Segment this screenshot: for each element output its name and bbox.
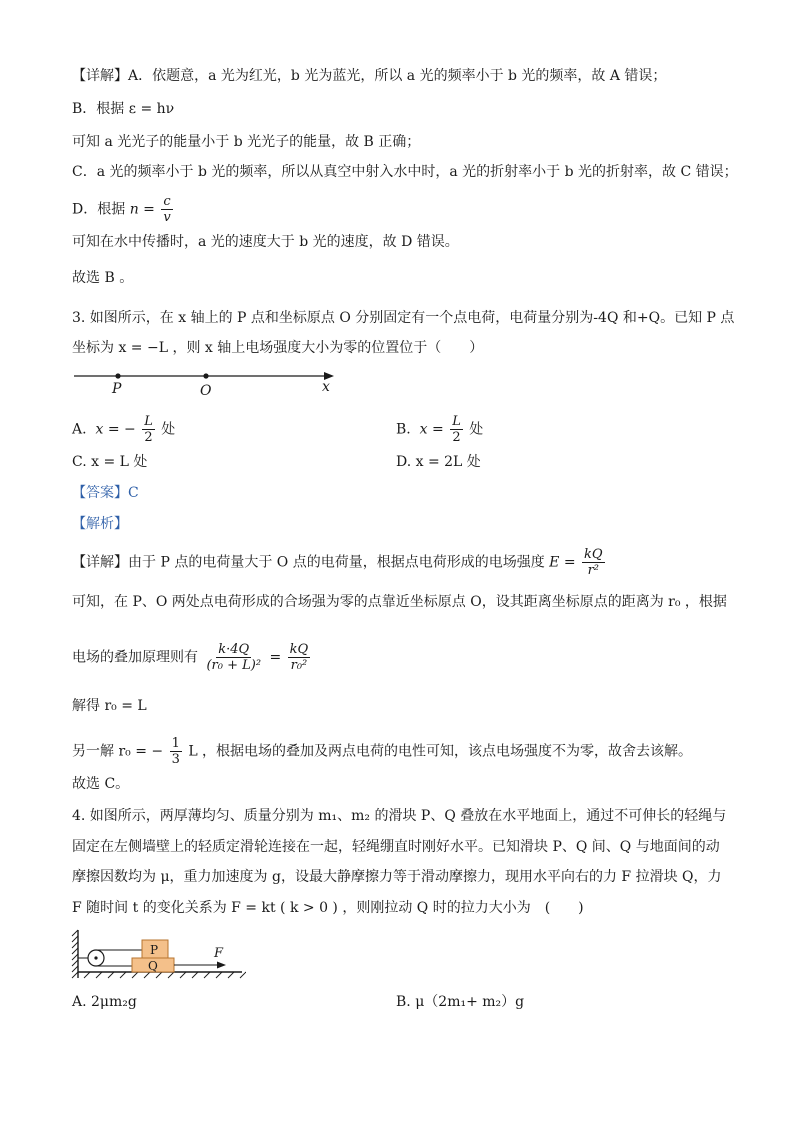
q3-solve: 解得 r₀ = L [72, 698, 147, 714]
q3-detail3-left-fraction [204, 642, 263, 673]
q4-option-b[interactable]: B. μ（2m₁+ m₂）g [396, 994, 525, 1010]
q3-detail1-lhs: E = [549, 554, 576, 571]
q3-option-a-fraction [142, 414, 155, 445]
point-o-dot [203, 373, 208, 378]
q3-option-a-suffix: 处 [161, 421, 176, 438]
q3-detail3-rnum: kQ [289, 642, 309, 657]
prev-d-den: v [163, 210, 171, 225]
q3-detail3-prefix: 电场的叠加原理则有 [72, 649, 198, 666]
q3-detail3-rden: r₀² [290, 658, 308, 673]
q3-answer: 【答案】C [72, 485, 139, 501]
q3-option-a-label: A. [72, 421, 87, 438]
q3-detail3-right-fraction [288, 642, 311, 673]
q3-detail1-fraction [582, 547, 605, 578]
q3-detail-line2: 可知，在 P、O 两处点电荷形成的合场强为零的点靠近坐标原点 O，设其距离坐标原点的距离为 r₀ ，根据 [72, 594, 727, 610]
q3-other-prefix: 另一解 r₀ = − [72, 743, 164, 760]
q3-detail3-eq: = [269, 649, 282, 666]
q3-other-den: 3 [171, 752, 180, 767]
prev-d-lhs: n = [129, 201, 155, 218]
q4-stem-line2: 固定在左侧墙壁上的轻质定滑轮连接在一起，轻绳绷直时刚好水平。已知滑块 P、Q 间、Q 与地面间的动 [72, 839, 720, 855]
q3-option-b-fraction [450, 414, 463, 445]
q4-pulley-figure [70, 928, 246, 986]
prev-d-prefix: D．根据 [72, 201, 126, 218]
q3-detail1-prefix: 【详解】由于 P 点的电荷量大于 O 点的电荷量，根据点电荷形成的电场强度 [72, 554, 545, 571]
prev-d-formula [72, 194, 175, 225]
q3-other-suffix: L ，根据电场的叠加及两点电荷的电性可知，该点电场强度不为零，故舍去该解。 [188, 743, 693, 760]
q3-stem-line2: 坐标为 x = −L ，则 x 轴上电场强度大小为零的位置位于（ ） [72, 340, 484, 356]
q3-option-c[interactable]: C. x = L 处 [72, 454, 148, 470]
prev-b-conclusion: 可知 a 光光子的能量小于 b 光光子的能量，故 B 正确； [72, 134, 421, 150]
prev-b-formula: B．根据 ε = hν [72, 101, 175, 117]
force-arrow-head [217, 962, 226, 969]
q3-option-b-suffix: 处 [469, 421, 484, 438]
ground-hatch [84, 972, 246, 978]
point-p-label: P [112, 381, 122, 397]
q3-other-num: 1 [171, 736, 180, 751]
q3-detail-line3 [72, 642, 312, 673]
q4-stem-line1: 4. 如图所示，两厚薄均匀、质量分别为 m₁、m₂ 的滑块 P、Q 叠放在水平地面上，通过不可伸长的轻绳与 [72, 808, 727, 824]
q3-stem-line1: 3. 如图所示，在 x 轴上的 P 点和坐标原点 O 分别固定有一个点电荷，电荷量分别为-4Q 和+Q。已知 P 点 [72, 310, 735, 326]
q4-stem-line3: 摩擦因数均为 μ，重力加速度为 g，设最大静摩擦力等于滑动摩擦力，现用水平向右的力 F 拉滑块 Q，力 [72, 869, 722, 885]
wall-hatch [72, 930, 78, 978]
point-o-label: O [200, 383, 212, 399]
q3-other-solution [72, 736, 692, 767]
q3-option-a-den: 2 [144, 430, 153, 445]
pulley-axle [94, 956, 97, 959]
q3-option-d[interactable]: D. x = 2L 处 [396, 454, 481, 470]
q3-option-a[interactable] [72, 414, 175, 445]
q3-axis-figure [70, 366, 342, 400]
q3-option-b-den: 2 [452, 430, 461, 445]
q3-option-b-num: L [452, 414, 461, 429]
q3-other-fraction [170, 736, 182, 767]
q3-option-b-prefix: x = [419, 421, 444, 438]
q3-option-a-num: L [144, 414, 153, 429]
q4-option-a[interactable]: A. 2μm₂g [72, 994, 137, 1010]
force-label: F [214, 946, 224, 961]
q3-option-b[interactable] [396, 414, 483, 445]
prev-d-conclusion: 可知在水中传播时，a 光的速度大于 b 光的速度，故 D 错误。 [72, 234, 459, 250]
prev-c-text: C．a 光的频率小于 b 光的频率，所以从真空中射入水中时，a 光的折射率小于 b 光的折射率，故 C 错误； [72, 164, 738, 180]
prev-select: 故选 B 。 [72, 270, 134, 286]
q3-detail1-num: kQ [584, 547, 603, 562]
block-q-label: Q [148, 959, 158, 973]
q3-detail1-den: r² [587, 563, 599, 578]
q3-detail3-lden: (r₀ + L)² [206, 658, 262, 673]
x-axis-label: x [322, 379, 330, 395]
q3-detail3-lnum: k·4Q [218, 642, 250, 657]
q3-option-b-label: B. [396, 421, 411, 438]
q4-stem-line4: F 随时间 t 的变化关系为 F = kt ( k > 0 ) ，则刚拉动 Q 时的拉力大小为 ( ) [72, 900, 584, 916]
q3-option-a-prefix: x = − [95, 421, 136, 438]
prev-d-num: c [163, 194, 171, 209]
prev-d-fraction [161, 194, 172, 225]
point-p-dot [115, 373, 120, 378]
q3-detail-line1 [72, 547, 607, 578]
block-p-label: P [150, 943, 159, 957]
prev-detail-a: 【详解】A．依题意，a 光为红光，b 光为蓝光，所以 a 光的频率小于 b 光的频率，故 A 错误； [72, 68, 667, 84]
q3-analysis-heading: 【解析】 [72, 516, 128, 532]
q3-select: 故选 C。 [72, 776, 130, 792]
